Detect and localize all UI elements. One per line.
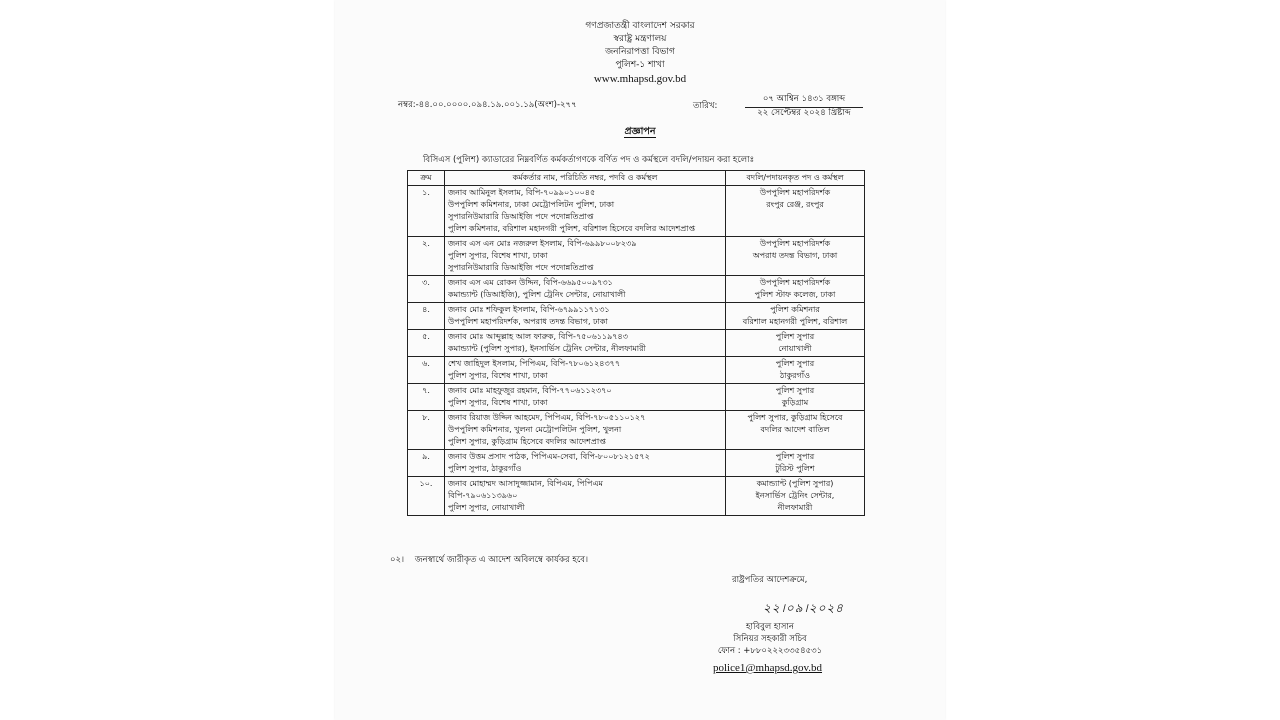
detail-line: পুলিশ সুপার, কুড়িগ্রাম হিসেবে বদলির আদেশপ্রাপ্ত bbox=[448, 437, 606, 446]
date-bangla: ০৭ আশ্বিন ১৪৩১ বঙ্গাব্দ bbox=[745, 92, 863, 108]
posting-line: উপপুলিশ মহাপরিদর্শক bbox=[759, 188, 831, 197]
header-details: কর্মকর্তার নাম, পরিচিতি নম্বর, পদবি ও কর্মস্থল bbox=[445, 171, 726, 186]
row-posting bbox=[726, 186, 865, 237]
detail-line: পুলিশ সুপার, বিশেষ শাখা, ঢাকা bbox=[448, 398, 548, 407]
date-english: ২২ সেপ্টেম্বর ২০২৪ খ্রিষ্টাব্দ bbox=[757, 108, 851, 118]
header-serial: ক্রম bbox=[408, 171, 445, 186]
row-posting bbox=[726, 384, 865, 411]
title-text: প্রজ্ঞাপন bbox=[624, 126, 656, 137]
detail-line: পুলিশ কমিশনার, বরিশাল মহানগরী পুলিশ, বরিশাল হিসেবে বদলির আদেশপ্রাপ্ত bbox=[448, 224, 696, 233]
signatory-name: হাবিবুল হাসান bbox=[746, 622, 794, 632]
table-row bbox=[408, 237, 865, 276]
detail-line: পুলিশ সুপার, বিশেষ শাখা, ঢাকা bbox=[448, 251, 548, 260]
ministry-name: স্বরাষ্ট্র মন্ত্রণালয় bbox=[613, 34, 667, 44]
posting-line: টুরিস্ট পুলিশ bbox=[775, 464, 815, 473]
row-details bbox=[445, 186, 726, 237]
table-body bbox=[408, 186, 865, 516]
detail-line: জনাব এস এন মোঃ নজরুল ইসলাম, বিপি-৬৯৯৮০০৮২৩৯ bbox=[448, 239, 637, 248]
website-link[interactable]: www.mhapsd.gov.bd bbox=[593, 73, 687, 85]
para-2: ০২। জনস্বার্থে জারীকৃত এ আদেশ অবিলম্বে কার্যকর হবে। bbox=[390, 555, 589, 565]
order-line: রাষ্ট্রপতির আদেশক্রমে, bbox=[732, 575, 808, 585]
row-serial: ৯. bbox=[408, 450, 445, 477]
detail-line: সুপারনিউমারারি ডিআইজি পদে পদোন্নতিপ্রাপ্ত bbox=[448, 263, 594, 272]
detail-line: সুপারনিউমারারি ডিআইজি পদে পদোন্নতিপ্রাপ্ত bbox=[448, 212, 594, 221]
table-header-row bbox=[408, 171, 865, 186]
posting-line: পুলিশ সুপার bbox=[775, 386, 815, 395]
posting-line: পুলিশ সুপার bbox=[775, 452, 815, 461]
signatory-block bbox=[695, 621, 845, 657]
posting-line: বদলির আদেশ বাতিল bbox=[760, 425, 830, 434]
posting-line: পুলিশ সুপার, কুড়িগ্রাম হিসেবে bbox=[747, 413, 843, 422]
posting-line: ঠাকুরগাঁও bbox=[779, 371, 811, 380]
row-posting bbox=[726, 411, 865, 450]
detail-line: জনাব মোঃ শফিকুল ইসলাম, বিপি-৬৭৯৯১১৭১৩১ bbox=[448, 305, 610, 314]
section-name: পুলিশ-১ শাখা bbox=[615, 60, 665, 70]
table-row bbox=[408, 303, 865, 330]
row-serial: ৭. bbox=[408, 384, 445, 411]
table-row bbox=[408, 357, 865, 384]
table-row bbox=[408, 477, 865, 516]
posting-line: নীলফামারী bbox=[777, 503, 813, 512]
row-posting bbox=[726, 276, 865, 303]
detail-line: বিপি-৭৯০৬১১৩৯৬০ bbox=[448, 491, 518, 500]
row-details bbox=[445, 330, 726, 357]
row-serial: ৩. bbox=[408, 276, 445, 303]
detail-line: জনাব এস এম রোকন উদ্দিন, বিপি-৬৬৯৫০০৯৭৩১ bbox=[448, 278, 613, 287]
memo-number: নম্বর:-৪৪.০০.০০০০.০৯৪.১৯.০০১.১৯(অংশ)-২৭৭ bbox=[398, 100, 577, 110]
date-label: তারিখ: bbox=[693, 101, 718, 111]
row-serial: ৫. bbox=[408, 330, 445, 357]
detail-line: জনাব মোঃ মাহফুজুর রহমান, বিপি-৭৭০৬১১২৩৭০ bbox=[448, 386, 612, 395]
document-page bbox=[335, 0, 945, 720]
signatory-phone: ফোন : +৮৮০২২২৩৩৫৪৫৩১ bbox=[717, 646, 823, 656]
row-serial: ৮. bbox=[408, 411, 445, 450]
posting-line: বরিশাল মহানগরী পুলিশ, বরিশাল bbox=[742, 317, 848, 326]
posting-line: কুড়িগ্রাম bbox=[781, 398, 809, 407]
govt-name: গণপ্রজাতন্ত্রী বাংলাদেশ সরকার bbox=[585, 21, 695, 31]
row-serial: ১. bbox=[408, 186, 445, 237]
detail-line: পুলিশ সুপার, বিশেষ শাখা, ঢাকা bbox=[448, 371, 548, 380]
detail-line: জনাব উত্তম প্রসাদ পাঠক, পিপিএম-সেবা, বিপি-৮০০৮১২১৫৭২ bbox=[448, 452, 650, 461]
posting-line: পুলিশ সুপার bbox=[775, 332, 815, 341]
detail-line: উপপুলিশ কমিশনার, ঢাকা মেট্রোপলিটন পুলিশ, ঢাকা bbox=[448, 200, 615, 209]
row-details bbox=[445, 357, 726, 384]
row-serial: ৪. bbox=[408, 303, 445, 330]
table-row bbox=[408, 384, 865, 411]
row-serial: ১০. bbox=[408, 477, 445, 516]
posting-line: পুলিশ স্টাফ কলেজ, ঢাকা bbox=[754, 290, 836, 299]
table-row bbox=[408, 411, 865, 450]
table-row bbox=[408, 186, 865, 237]
row-details bbox=[445, 276, 726, 303]
row-posting bbox=[726, 237, 865, 276]
row-serial: ৬. bbox=[408, 357, 445, 384]
detail-line: পুলিশ সুপার, ঠাকুরগাঁও bbox=[448, 464, 522, 473]
posting-line: উপপুলিশ মহাপরিদর্শক bbox=[759, 278, 831, 287]
detail-line: জনাব মোঃ আব্দুল্লাহ আল ফারুক, বিপি-৭৫০৬১১৯৭৪৩ bbox=[448, 332, 628, 341]
posting-line: রংপুর রেঞ্জ, রংপুর bbox=[766, 200, 824, 209]
row-details bbox=[445, 411, 726, 450]
posting-line: পুলিশ সুপার bbox=[775, 359, 815, 368]
intro-text: বিসিএস (পুলিশ) ক্যাডারের নিম্নবর্ণিত কর্মকর্তাগণকে বর্ণিত পদ ও কর্মস্থলে বদলি/পদায়ন করা হলোঃ bbox=[423, 155, 755, 165]
header-posting: বদলি/পদায়নকৃত পদ ও কর্মস্থল bbox=[726, 171, 865, 186]
table-row bbox=[408, 450, 865, 477]
detail-line: শেখ জাহিদুল ইসলাম, পিপিএম, বিপি-৭৮০৬১২৪৩৭৭ bbox=[448, 359, 621, 368]
posting-line: উপপুলিশ মহাপরিদর্শক bbox=[759, 239, 831, 248]
row-details bbox=[445, 303, 726, 330]
signature-scribble: ২২।০৯।২০২৪ bbox=[763, 601, 844, 615]
table-row bbox=[408, 330, 865, 357]
row-posting bbox=[726, 477, 865, 516]
row-posting bbox=[726, 303, 865, 330]
row-posting bbox=[726, 450, 865, 477]
row-details bbox=[445, 237, 726, 276]
row-posting bbox=[726, 330, 865, 357]
posting-line: কমান্ড্যান্ট (পুলিশ সুপার) bbox=[756, 479, 834, 488]
detail-line: জনাব রিয়াজ উদ্দিন আহমেদ, পিপিএম, বিপি-৭৮০৫১১০১২৭ bbox=[448, 413, 646, 422]
row-details bbox=[445, 477, 726, 516]
row-serial: ২. bbox=[408, 237, 445, 276]
detail-line: জনাব মোহাম্মদ আসাদুজ্জামান, বিপিএম, পিপিএম bbox=[448, 479, 603, 488]
table-row bbox=[408, 276, 865, 303]
detail-line: জনাব আমিনুল ইসলাম, বিপি-৭০৯৯০১০০৪৫ bbox=[448, 188, 596, 197]
division-name: জননিরাপত্তা বিভাগ bbox=[605, 47, 675, 57]
document-title bbox=[335, 125, 945, 140]
posting-line: অপরাধ তদন্ত বিভাগ, ঢাকা bbox=[752, 251, 838, 260]
row-details bbox=[445, 384, 726, 411]
detail-line: উপপুলিশ কমিশনার, খুলনা মেট্রোপলিটন পুলিশ, খুলনা bbox=[448, 425, 622, 434]
detail-line: কমান্ড্যান্ট (ডিআইজি), পুলিশ ট্রেনিং সেন্টার, নোয়াখালী bbox=[448, 290, 626, 299]
posting-line: পুলিশ কমিশনার bbox=[770, 305, 820, 314]
posting-line: ইনসার্ভিস ট্রেনিং সেন্টার, bbox=[755, 491, 835, 500]
posting-line: নোয়াখালী bbox=[778, 344, 812, 353]
detail-line: উপপুলিশ মহাপরিদর্শক, অপরাধ তদন্ত বিভাগ, ঢাকা bbox=[448, 317, 608, 326]
transfer-table bbox=[407, 170, 865, 516]
detail-line: পুলিশ সুপার, নোয়াখালী bbox=[448, 503, 525, 512]
signatory-email[interactable]: police1@mhapsd.gov.bd bbox=[713, 662, 823, 674]
row-posting bbox=[726, 357, 865, 384]
row-details bbox=[445, 450, 726, 477]
signatory-designation: সিনিয়র সহকারী সচিব bbox=[733, 634, 807, 644]
detail-line: কমান্ড্যান্ট (পুলিশ সুপার), ইনসার্ভিস ট্রেনিং সেন্টার, নীলফামারী bbox=[448, 344, 646, 353]
